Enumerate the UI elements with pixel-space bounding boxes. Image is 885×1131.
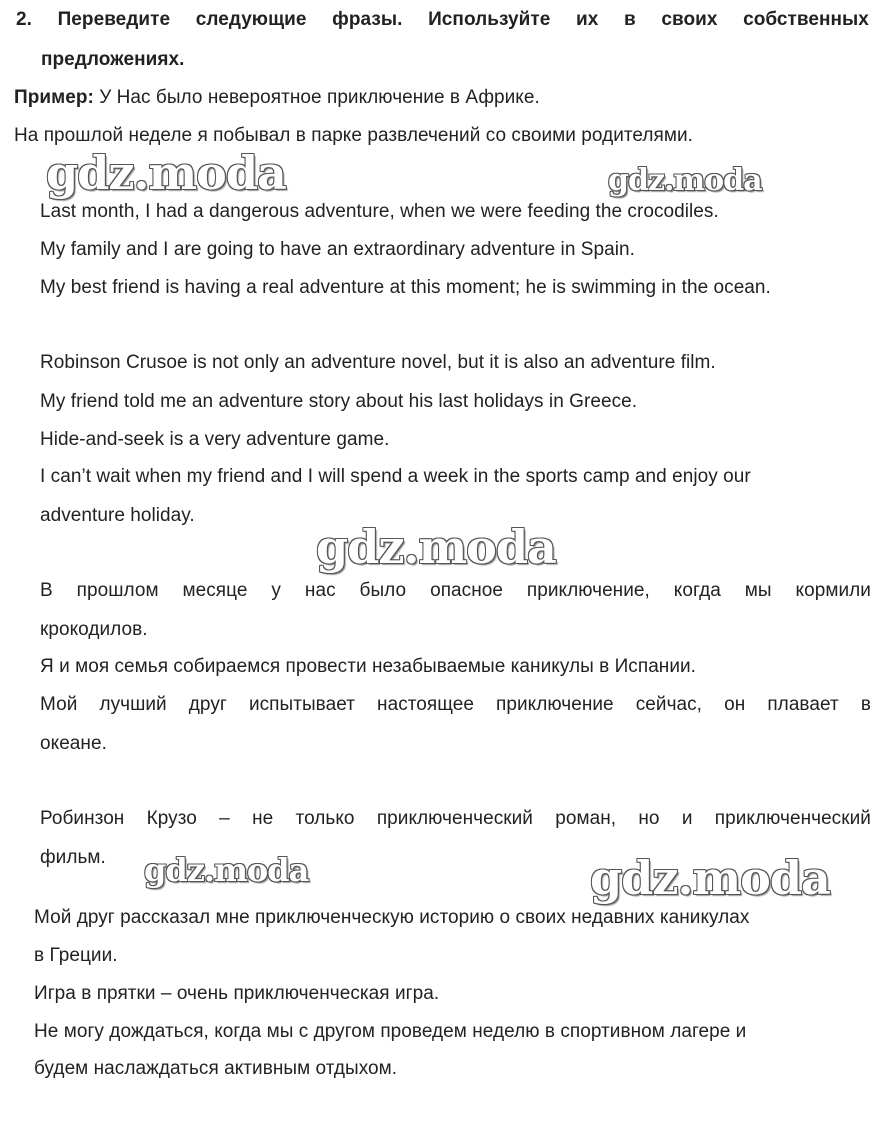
english-sentence: My family and I are going to have an extraordinary adventure in Spain.	[40, 239, 635, 260]
example-text: У Нас было невероятное приключение в Африке.	[93, 87, 540, 108]
english-sentence: My best friend is having a real adventure at this moment; he is swimming in the ocean.	[40, 277, 771, 298]
english-sentence: My friend told me an adventure story about his last holidays in Greece.	[40, 391, 638, 412]
watermark: gdz.moda	[608, 163, 762, 198]
russian-sentence: фильм.	[40, 847, 106, 868]
word: испытывает	[248, 694, 355, 715]
watermark: gdz.moda	[316, 520, 556, 574]
word: он	[724, 694, 746, 715]
russian-sentence: в Греции.	[34, 945, 118, 966]
title-word: фразы.	[332, 9, 403, 30]
word: сейчас,	[635, 694, 703, 715]
word: в	[860, 694, 871, 715]
word: не	[252, 808, 274, 829]
word: кормили	[795, 580, 871, 601]
word: опасное	[430, 580, 503, 601]
word: у	[271, 580, 281, 601]
word: Крузо	[146, 808, 197, 829]
russian-sentence: Мой друг рассказал мне приключенческую историю о своих недавних каникулах	[34, 907, 750, 928]
russian-sentence: крокодилов.	[40, 619, 148, 640]
word: приключение	[496, 694, 614, 715]
russian-sentence	[40, 807, 871, 831]
word: но	[638, 808, 660, 829]
word: настоящее	[377, 694, 474, 715]
title-word: их	[575, 9, 599, 30]
word: плавает	[767, 694, 839, 715]
word: роман,	[555, 808, 617, 829]
word: Мой	[40, 694, 78, 715]
word: и	[681, 808, 693, 829]
russian-sentence	[40, 693, 871, 717]
russian-sentence: океане.	[40, 733, 107, 754]
word: приключенческий	[714, 808, 871, 829]
word: друг	[188, 694, 227, 715]
exercise-number: 2.	[16, 9, 32, 30]
word: В	[40, 580, 53, 601]
english-sentence: adventure holiday.	[40, 505, 195, 526]
example-label: Пример:	[14, 87, 94, 108]
russian-sentence: Игра в прятки – очень приключенческая игра.	[34, 983, 440, 1004]
word: прошлом	[76, 580, 159, 601]
title-word: Используйте	[428, 9, 551, 30]
example-line	[14, 86, 540, 110]
word: приключенческий	[376, 808, 533, 829]
title-word: Переведите	[57, 9, 171, 30]
word: мы	[744, 580, 772, 601]
word: –	[219, 808, 230, 829]
watermark: gdz.moda	[590, 851, 830, 905]
russian-sentence: будем наслаждаться активным отдыхом.	[34, 1058, 398, 1079]
exercise-title-line2: предложениях.	[41, 49, 185, 70]
exercise-title-line1	[16, 8, 869, 32]
russian-sentence: Не могу дождаться, когда мы с другом проведем неделю в спортивном лагере и	[34, 1021, 747, 1042]
title-word: собственных	[743, 9, 869, 30]
word: Робинзон	[40, 808, 125, 829]
word: когда	[673, 580, 721, 601]
word: месяце	[182, 580, 248, 601]
russian-sentence: Я и моя семья собираемся провести незабываемые каникулы в Испании.	[40, 656, 697, 677]
word: нас	[304, 580, 336, 601]
watermark: gdz.moda	[46, 146, 286, 200]
watermark: gdz.moda	[144, 851, 309, 889]
exercise-title	[16, 8, 869, 32]
russian-sentence	[40, 579, 871, 603]
example-line2: На прошлой неделе я побывал в парке развлечений со своими родителями.	[14, 125, 693, 146]
title-word: в	[623, 9, 636, 30]
english-sentence: I can’t wait when my friend and I will spend a week in the sports camp and enjoy our	[40, 466, 751, 487]
english-sentence: Hide-and-seek is a very adventure game.	[40, 429, 390, 450]
english-sentence: Last month, I had a dangerous adventure, when we were feeding the crocodiles.	[40, 201, 719, 222]
title-word: следующие	[195, 9, 307, 30]
word: приключение,	[526, 580, 650, 601]
english-sentence: Robinson Crusoe is not only an adventure novel, but it is also an adventure film.	[40, 352, 716, 373]
word: только	[295, 808, 355, 829]
word: было	[359, 580, 407, 601]
title-word: своих	[661, 9, 718, 30]
word: лучший	[99, 694, 167, 715]
